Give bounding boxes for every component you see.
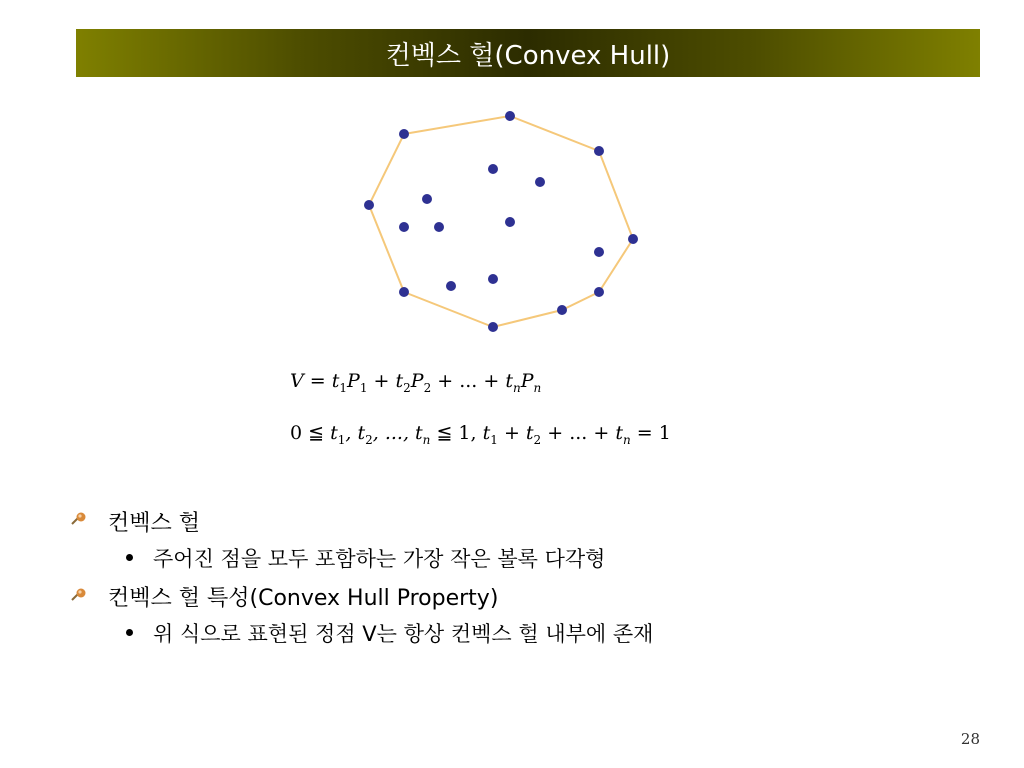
interior-point: [399, 222, 409, 232]
interior-point: [535, 177, 545, 187]
formula-zero: 0: [290, 422, 303, 444]
hull-vertex-point: [488, 322, 498, 332]
interior-point: [488, 164, 498, 174]
hull-vertex-point: [364, 200, 374, 210]
convex-hull-figure: [350, 100, 650, 340]
pushpin-icon: [70, 588, 88, 602]
sub-bullet-item: 주어진 점을 모두 포함하는 가장 작은 볼록 다각형: [153, 547, 606, 571]
hull-vertex-point: [399, 129, 409, 139]
formula-lhs: V: [290, 370, 304, 392]
sub-bullet-dot: [126, 629, 133, 636]
hull-vertex-point: [628, 234, 638, 244]
formula-line-2: 0 ≦ $t_1$, $t_2$, ..., $t_n$ ≦ 1, $t_1 + t_2$ + ... + $t_n = 1$: [290, 422, 671, 447]
hull-vertex-point: [557, 305, 567, 315]
bullet-item: 컨벡스 헐: [108, 511, 201, 536]
formula-equals: =: [309, 370, 326, 392]
interior-point: [422, 194, 432, 204]
hull-vertex-point: [594, 146, 604, 156]
interior-point: [594, 247, 604, 257]
formula-le: ≦: [436, 422, 453, 444]
formula-plus: +: [437, 370, 454, 392]
convex-hull-polygon: [369, 116, 633, 327]
formula-plus: +: [373, 370, 390, 392]
formula-le: ≦: [308, 422, 325, 444]
interior-point: [446, 281, 456, 291]
hull-vertex-point: [399, 287, 409, 297]
hull-vertex-point: [594, 287, 604, 297]
hull-vertex-point: [505, 111, 515, 121]
interior-point: [505, 217, 515, 227]
slide-title: 컨벡스 헐(Convex Hull): [385, 40, 671, 71]
bullet-item: 컨벡스 헐 특성(Convex Hull Property): [108, 586, 499, 611]
formula-line-1: $V = t_1P_1 + t_2P_2$ + ... + $t_nP_n$: [290, 370, 542, 395]
sub-bullet-item: 위 식으로 표현된 정점 V는 항상 컨벡스 헐 내부에 존재: [153, 622, 654, 646]
interior-point: [488, 274, 498, 284]
sub-bullet-dot: [126, 554, 133, 561]
formula-one: 1: [458, 422, 471, 444]
formula-plus: +: [483, 370, 500, 392]
slide-title-bar: [76, 29, 980, 77]
page-number: 28: [960, 730, 980, 748]
interior-point: [434, 222, 444, 232]
pushpin-icon: [70, 512, 88, 526]
point-set: [364, 111, 638, 332]
